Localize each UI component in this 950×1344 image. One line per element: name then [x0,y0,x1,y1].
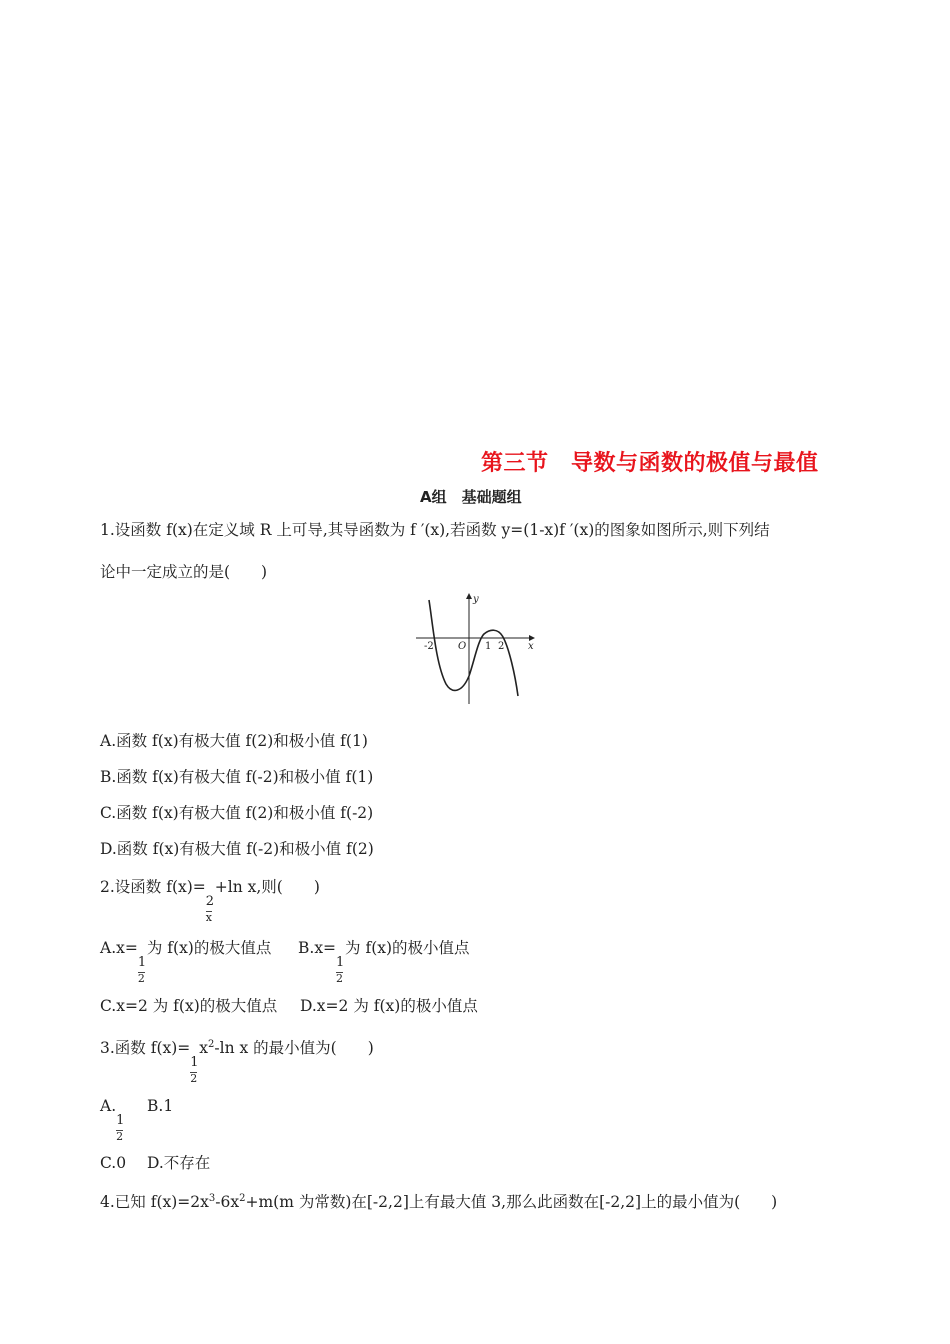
q2-option-a-suffix: 为 f(x)的极大值点 [146,939,272,957]
tick-label-neg2: -2 [424,641,434,652]
q4-stem-part1: 4.已知 f(x)=2x [100,1193,209,1211]
q4-stem-part2: -6x [215,1193,240,1211]
q1-option-a: A.函数 f(x)有极大值 f(2)和极小值 f(1) [100,732,368,750]
q3-stem-exponent: 2 [208,1039,215,1050]
q2-option-c: C.x=2 为 f(x)的极大值点 [100,997,278,1015]
q2-stem-suffix: +ln x,则( ) [214,878,320,896]
y-axis-label: y [473,594,479,605]
tick-label-2: 2 [498,641,505,652]
q3-option-a-den: 2 [116,1130,124,1143]
q2-option-a-den: 2 [137,972,145,985]
group-heading: A组 基础题组 [420,488,522,506]
q2-option-a [100,938,272,985]
q1-option-b: B.函数 f(x)有极大值 f(-2)和极小值 f(1) [100,768,374,786]
q1-function-graph [412,592,538,708]
q3-stem [100,1035,374,1085]
q4-stem [100,1189,777,1212]
q2-frac-num: 2 [205,894,215,909]
q2-stem [100,877,320,924]
q3-option-d: D.不存在 [147,1154,211,1172]
tick-label-1: 1 [485,641,492,652]
q1-option-c: C.函数 f(x)有极大值 f(2)和极小值 f(-2) [100,804,374,822]
q2-option-d: D.x=2 为 f(x)的极小值点 [300,997,478,1015]
q2-option-b-den: 2 [336,972,344,985]
q2-option-b-prefix: B.x= [298,939,337,957]
q3-stem-suffix: -ln x 的最小值为( ) [214,1039,374,1057]
section-title: 第三节 导数与函数的极值与最值 [481,451,819,476]
q2-option-b-suffix: 为 f(x)的极小值点 [345,939,470,957]
q2-option-a-num: 1 [137,955,147,970]
q1-stem-line2: 论中一定成立的是( ) [100,563,268,581]
q3-option-a-prefix: A. [100,1097,117,1115]
q1-stem-line1: 1.设函数 f(x)在定义域 R 上可导,其导函数为 f ′(x),若函数 y=(1-x)f ′(x)的图象如图所示,则下列结 [100,521,770,539]
q3-stem-var: x [199,1039,209,1057]
q3-option-a-num: 1 [116,1113,125,1128]
q3-option-b: B.1 [147,1097,174,1115]
curve [429,600,518,696]
q2-frac-den: x [205,911,212,924]
q3-option-c: C.0 [100,1154,127,1172]
q2-option-b [298,938,470,985]
origin-label: O [458,641,467,652]
q3-option-a [100,1096,125,1143]
q2-stem-prefix: 2.设函数 f(x)= [100,878,206,896]
q3-stem-prefix: 3.函数 f(x)= [100,1039,191,1057]
q2-option-b-num: 1 [336,955,345,970]
q4-exponent-3: 3 [208,1193,216,1204]
q1-option-d: D.函数 f(x)有极大值 f(-2)和极小值 f(2) [100,840,374,858]
q3-frac-den: 2 [190,1072,198,1085]
q4-stem-part3: +m(m 为常数)在[-2,2]上有最大值 3,那么此函数在[-2,2]上的最小值为( ) [245,1193,778,1211]
q2-option-a-prefix: A.x= [100,939,138,957]
x-axis-label: x [528,641,534,652]
q4-exponent-2: 2 [239,1193,246,1204]
q3-frac-num: 1 [190,1055,199,1070]
